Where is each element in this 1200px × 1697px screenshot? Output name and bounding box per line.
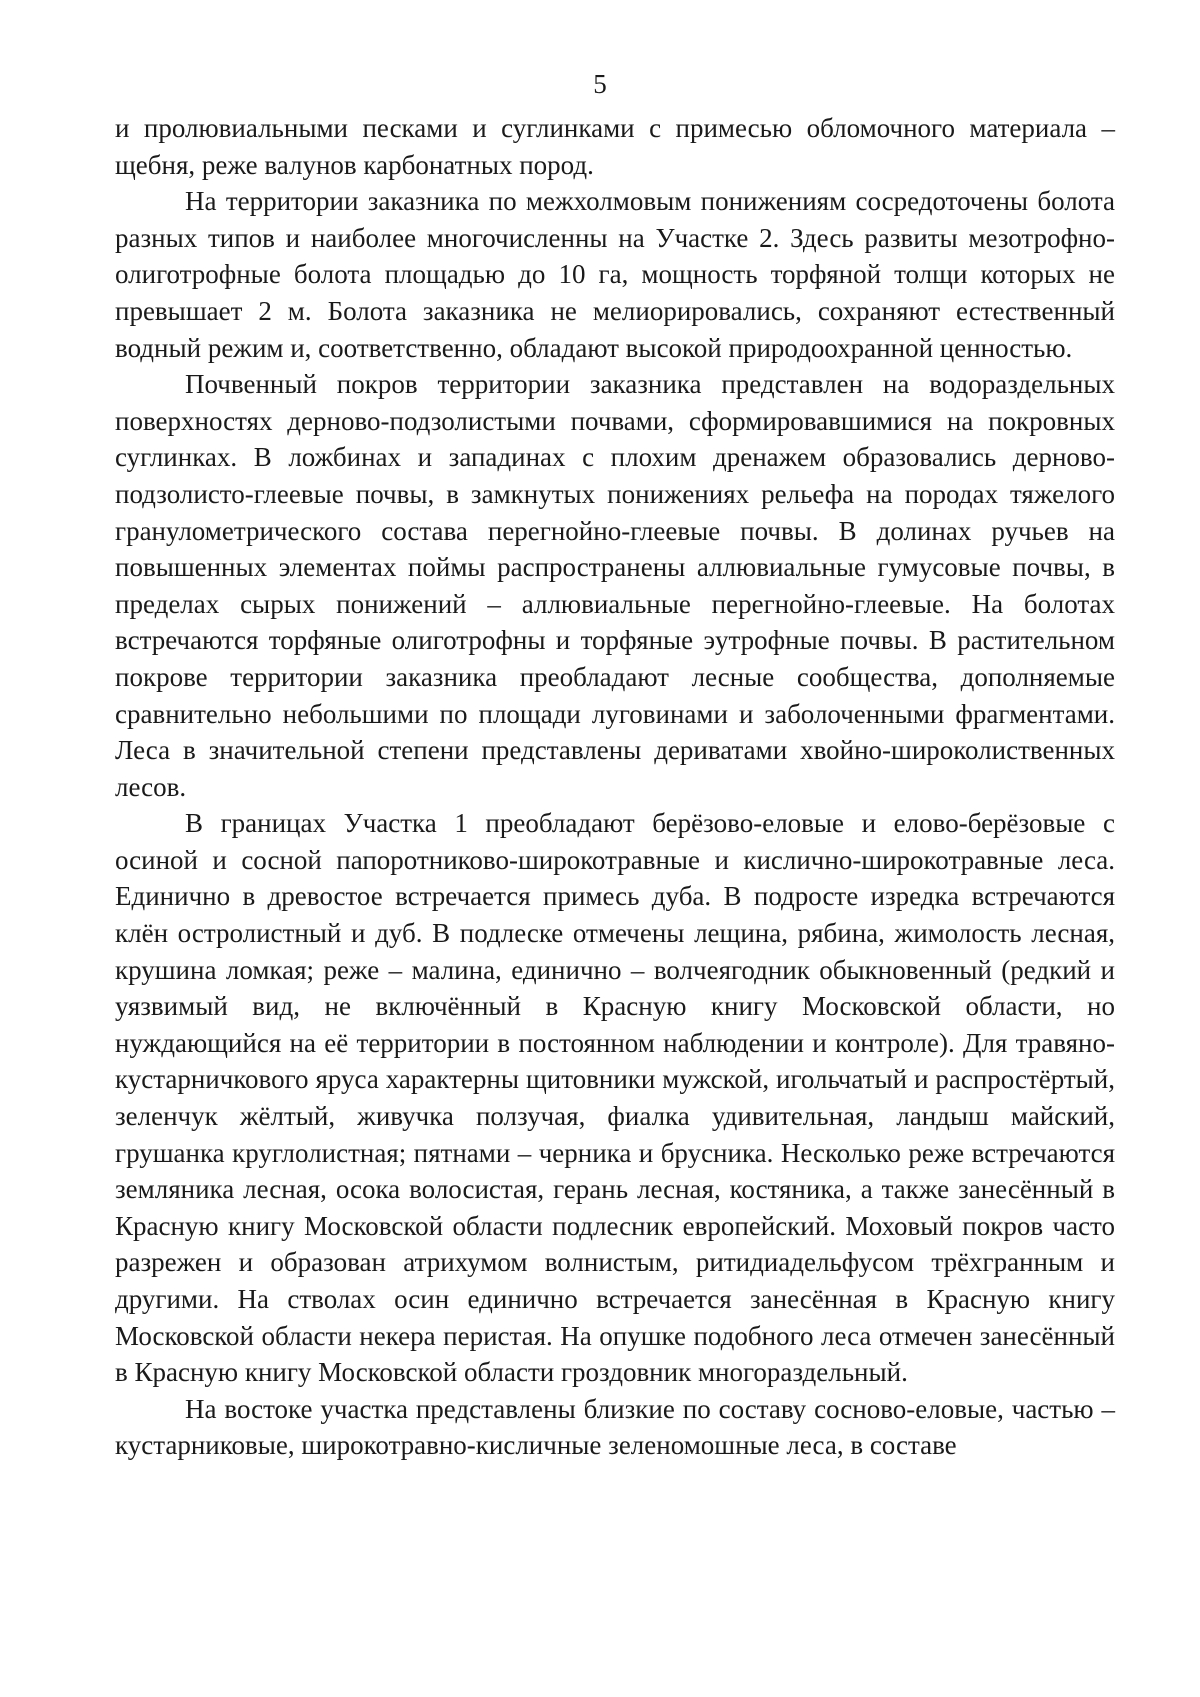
paragraph-soils-vegetation: Почвенный покров территории заказника представлен на водораздельных поверхностях дерново-подзолистыми почвами, сформировавшимися на покровных суглинках. В ложбинах и западинах с плохим дренажем образовались дерново-подзолисто-глеевые почвы, в замкнутых понижениях рельефа на породах тяжелого гранулометрического состава перегнойно-глеевые почвы. В долинах ручьев на повышенных элементах поймы распространены аллювиальные гумусовые почвы, в пределах сырых понижений – аллювиальные перегнойно-глеевые. На болотах встречаются торфяные олиготрофны и торфяные эутрофные почвы. В растительном покрове территории заказника преобладают лесные сообщества, дополняемые сравнительно небольшими по площади луговинами и заболоченными фрагментами. Леса в значительной степени представлены дериватами хвойно-широколиственных лесов. [115,369,1115,802]
paragraph-continuation: и пролювиальными песками и суглинками с примесью обломочного материала – щебня, реже валунов карбонатных пород. [115,113,1115,180]
document-body [115,110,1115,1464]
paragraph-east-forests: На востоке участка представлены близкие по составу сосново-еловые, частью – кустарниковые, широкотравно-кисличные зеленомошные леса, в составе [115,1393,1115,1461]
page-number: 5 [593,69,607,99]
paragraph-site-1-forests: В границах Участка 1 преобладают берёзово-еловые и елово-берёзовые с осиной и сосной папоротниково-широкотравные и кислично-широкотравные леса. Единично в древостое встречается примесь дуба. В подросте изредка встречаются клён остролистный и дуб. В подлеске отмечены лещина, рябина, жимолость лесная, крушина ломкая; реже – малина, единично – волчеягодник обыкновенный (редкий и уязвимый вид, не включённый в Красную книгу Московской области, но нуждающийся на её территории в постоянном наблюдении и контроле). Для травяно-кустарничкового яруса характерны щитовники мужской, игольчатый и распростёртый, зеленчук жёлтый, живучка ползучая, фиалка удивительная, ландыш майский, грушанка круглолистная; пятнами – черника и брусника. Несколько реже встречаются земляника лесная, осока волосистая, герань лесная, костяника, а также занесённый в Красную книгу Московской области подлесник европейский. Моховый покров часто разрежен и образован атрихумом волнистым, ритидиадельфусом трёхгранным и другими. На стволах осин единично встречается занесённая в Красную книгу Московской области некера перистая. На опушке подобного леса отмечен занесённый в Красную книгу Московской области гроздовник многораздельный. [115,808,1115,1388]
paragraph-bogs: На территории заказника по межхолмовым понижениям сосредоточены болота разных типов и наиболее многочисленны на Участке 2. Здесь развиты мезотрофно-олиготрофные болота площадью до 10 га, мощность торфяной толщи которых не превышает 2 м. Болота заказника не мелиорировались, сохраняют естественный водный режим и, соответственно, обладают высокой природоохранной ценностью. [115,186,1115,363]
